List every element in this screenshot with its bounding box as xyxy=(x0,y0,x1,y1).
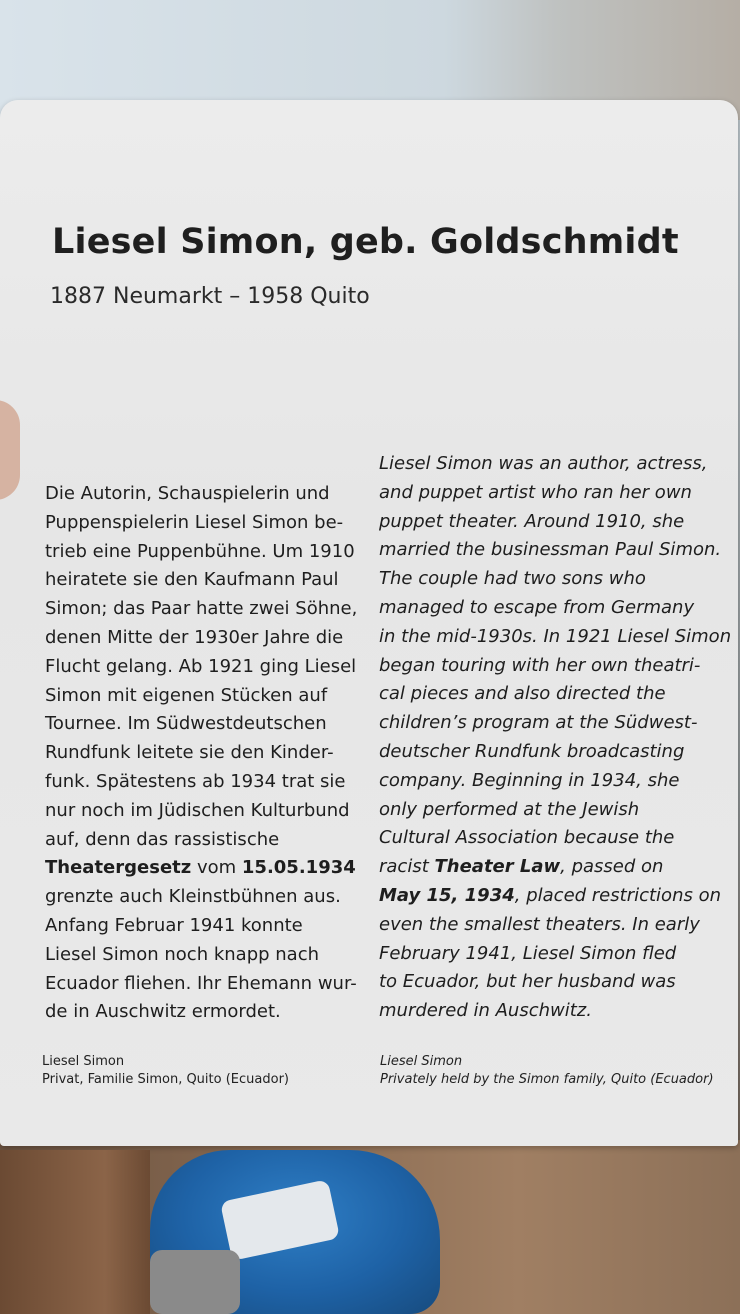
german-line: Simon mit eigenen Stücken auf xyxy=(45,684,328,706)
german-line: Liesel Simon noch knapp nach xyxy=(45,943,320,965)
glove-tag xyxy=(150,1250,240,1314)
german-line: de in Auschwitz ermordet. xyxy=(45,1001,281,1023)
english-law-pre: racist xyxy=(379,856,435,878)
german-line: Rundfunk leitete sie den Kinder- xyxy=(45,742,334,764)
english-line: managed to escape from Germany xyxy=(379,596,695,618)
english-line: in the mid-1930s. In 1921 Liesel Simon xyxy=(379,625,732,647)
german-law-date: 15.05.1934 xyxy=(241,857,356,879)
holding-thumb xyxy=(0,400,20,500)
jacket-sleeve xyxy=(0,1150,150,1314)
english-line: puppet theater. Around 1910, she xyxy=(379,510,685,532)
english-line: February 1941, Liesel Simon fled xyxy=(379,942,677,964)
english-line: Cultural Association because the xyxy=(379,827,675,849)
german-line: heiratete sie den Kaufmann Paul xyxy=(45,569,339,591)
english-text-column xyxy=(379,450,731,1026)
german-line: Puppenspielerin Liesel Simon be- xyxy=(45,511,344,533)
english-line: only performed at the Jewish xyxy=(379,798,640,820)
german-line: Tournee. Im Südwestdeutschen xyxy=(45,713,327,735)
panel-title: Liesel Simon, geb. Goldschmidt xyxy=(52,222,679,262)
german-line: Anfang Februar 1941 konnte xyxy=(45,914,303,936)
german-line: auf, denn das rassistische xyxy=(45,828,280,850)
english-law-name: Theater Law xyxy=(434,856,561,878)
english-line: even the smallest theaters. In early xyxy=(379,913,700,935)
german-credit-name: Liesel Simon xyxy=(42,1054,125,1069)
english-line: company. Beginning in 1934, she xyxy=(379,769,680,791)
german-line: Simon; das Paar hatte zwei Söhne, xyxy=(45,598,358,620)
english-line: married the businessman Paul Simon. xyxy=(379,539,722,561)
english-line: Liesel Simon was an author, actress, xyxy=(379,453,708,474)
german-line: denen Mitte der 1930er Jahre die xyxy=(45,626,344,648)
english-date-line xyxy=(379,882,731,911)
english-line: The couple had two sons who xyxy=(379,568,646,590)
english-line: children’s program at the Südwest- xyxy=(379,712,698,734)
german-law-name: Theatergesetz xyxy=(45,857,192,879)
english-credit-name: Liesel Simon xyxy=(380,1054,463,1069)
german-line: Ecuador fliehen. Ihr Ehemann wur- xyxy=(45,972,357,994)
english-line: began touring with her own theatri- xyxy=(379,654,701,676)
german-law-mid: vom xyxy=(191,857,242,879)
german-line: nur noch im Jüdischen Kulturbund xyxy=(45,799,350,821)
english-photo-credit xyxy=(380,1053,714,1089)
german-line: Flucht gelang. Ab 1921 ging Liesel xyxy=(45,655,357,677)
english-line: cal pieces and also directed the xyxy=(379,683,666,705)
german-credit-source: Privat, Familie Simon, Quito (Ecuador) xyxy=(42,1072,289,1087)
english-law-post: , passed on xyxy=(560,856,664,878)
english-line: murdered in Auschwitz. xyxy=(379,1000,592,1022)
german-law-line xyxy=(45,854,357,883)
german-line: trieb eine Puppenbühne. Um 1910 xyxy=(45,540,355,562)
english-line: deutscher Rundfunk broadcasting xyxy=(379,740,685,762)
german-text-column xyxy=(45,480,357,1027)
german-line: funk. Spätestens ab 1934 trat sie xyxy=(45,770,346,792)
english-law-date: May 15, 1934 xyxy=(379,884,515,906)
german-photo-credit xyxy=(42,1053,289,1089)
panel-subtitle: 1887 Neumarkt – 1958 Quito xyxy=(50,284,370,309)
english-line: to Ecuador, but her husband was xyxy=(379,971,676,993)
english-line: and puppet artist who ran her own xyxy=(379,481,692,503)
english-law-line xyxy=(379,853,731,882)
german-line: grenzte auch Kleinstbühnen aus. xyxy=(45,886,341,908)
english-date-post: , placed restrictions on xyxy=(514,884,721,906)
german-line: Die Autorin, Schauspielerin und xyxy=(45,483,330,504)
english-credit-source: Privately held by the Simon family, Quito (Ecuador) xyxy=(380,1072,714,1087)
